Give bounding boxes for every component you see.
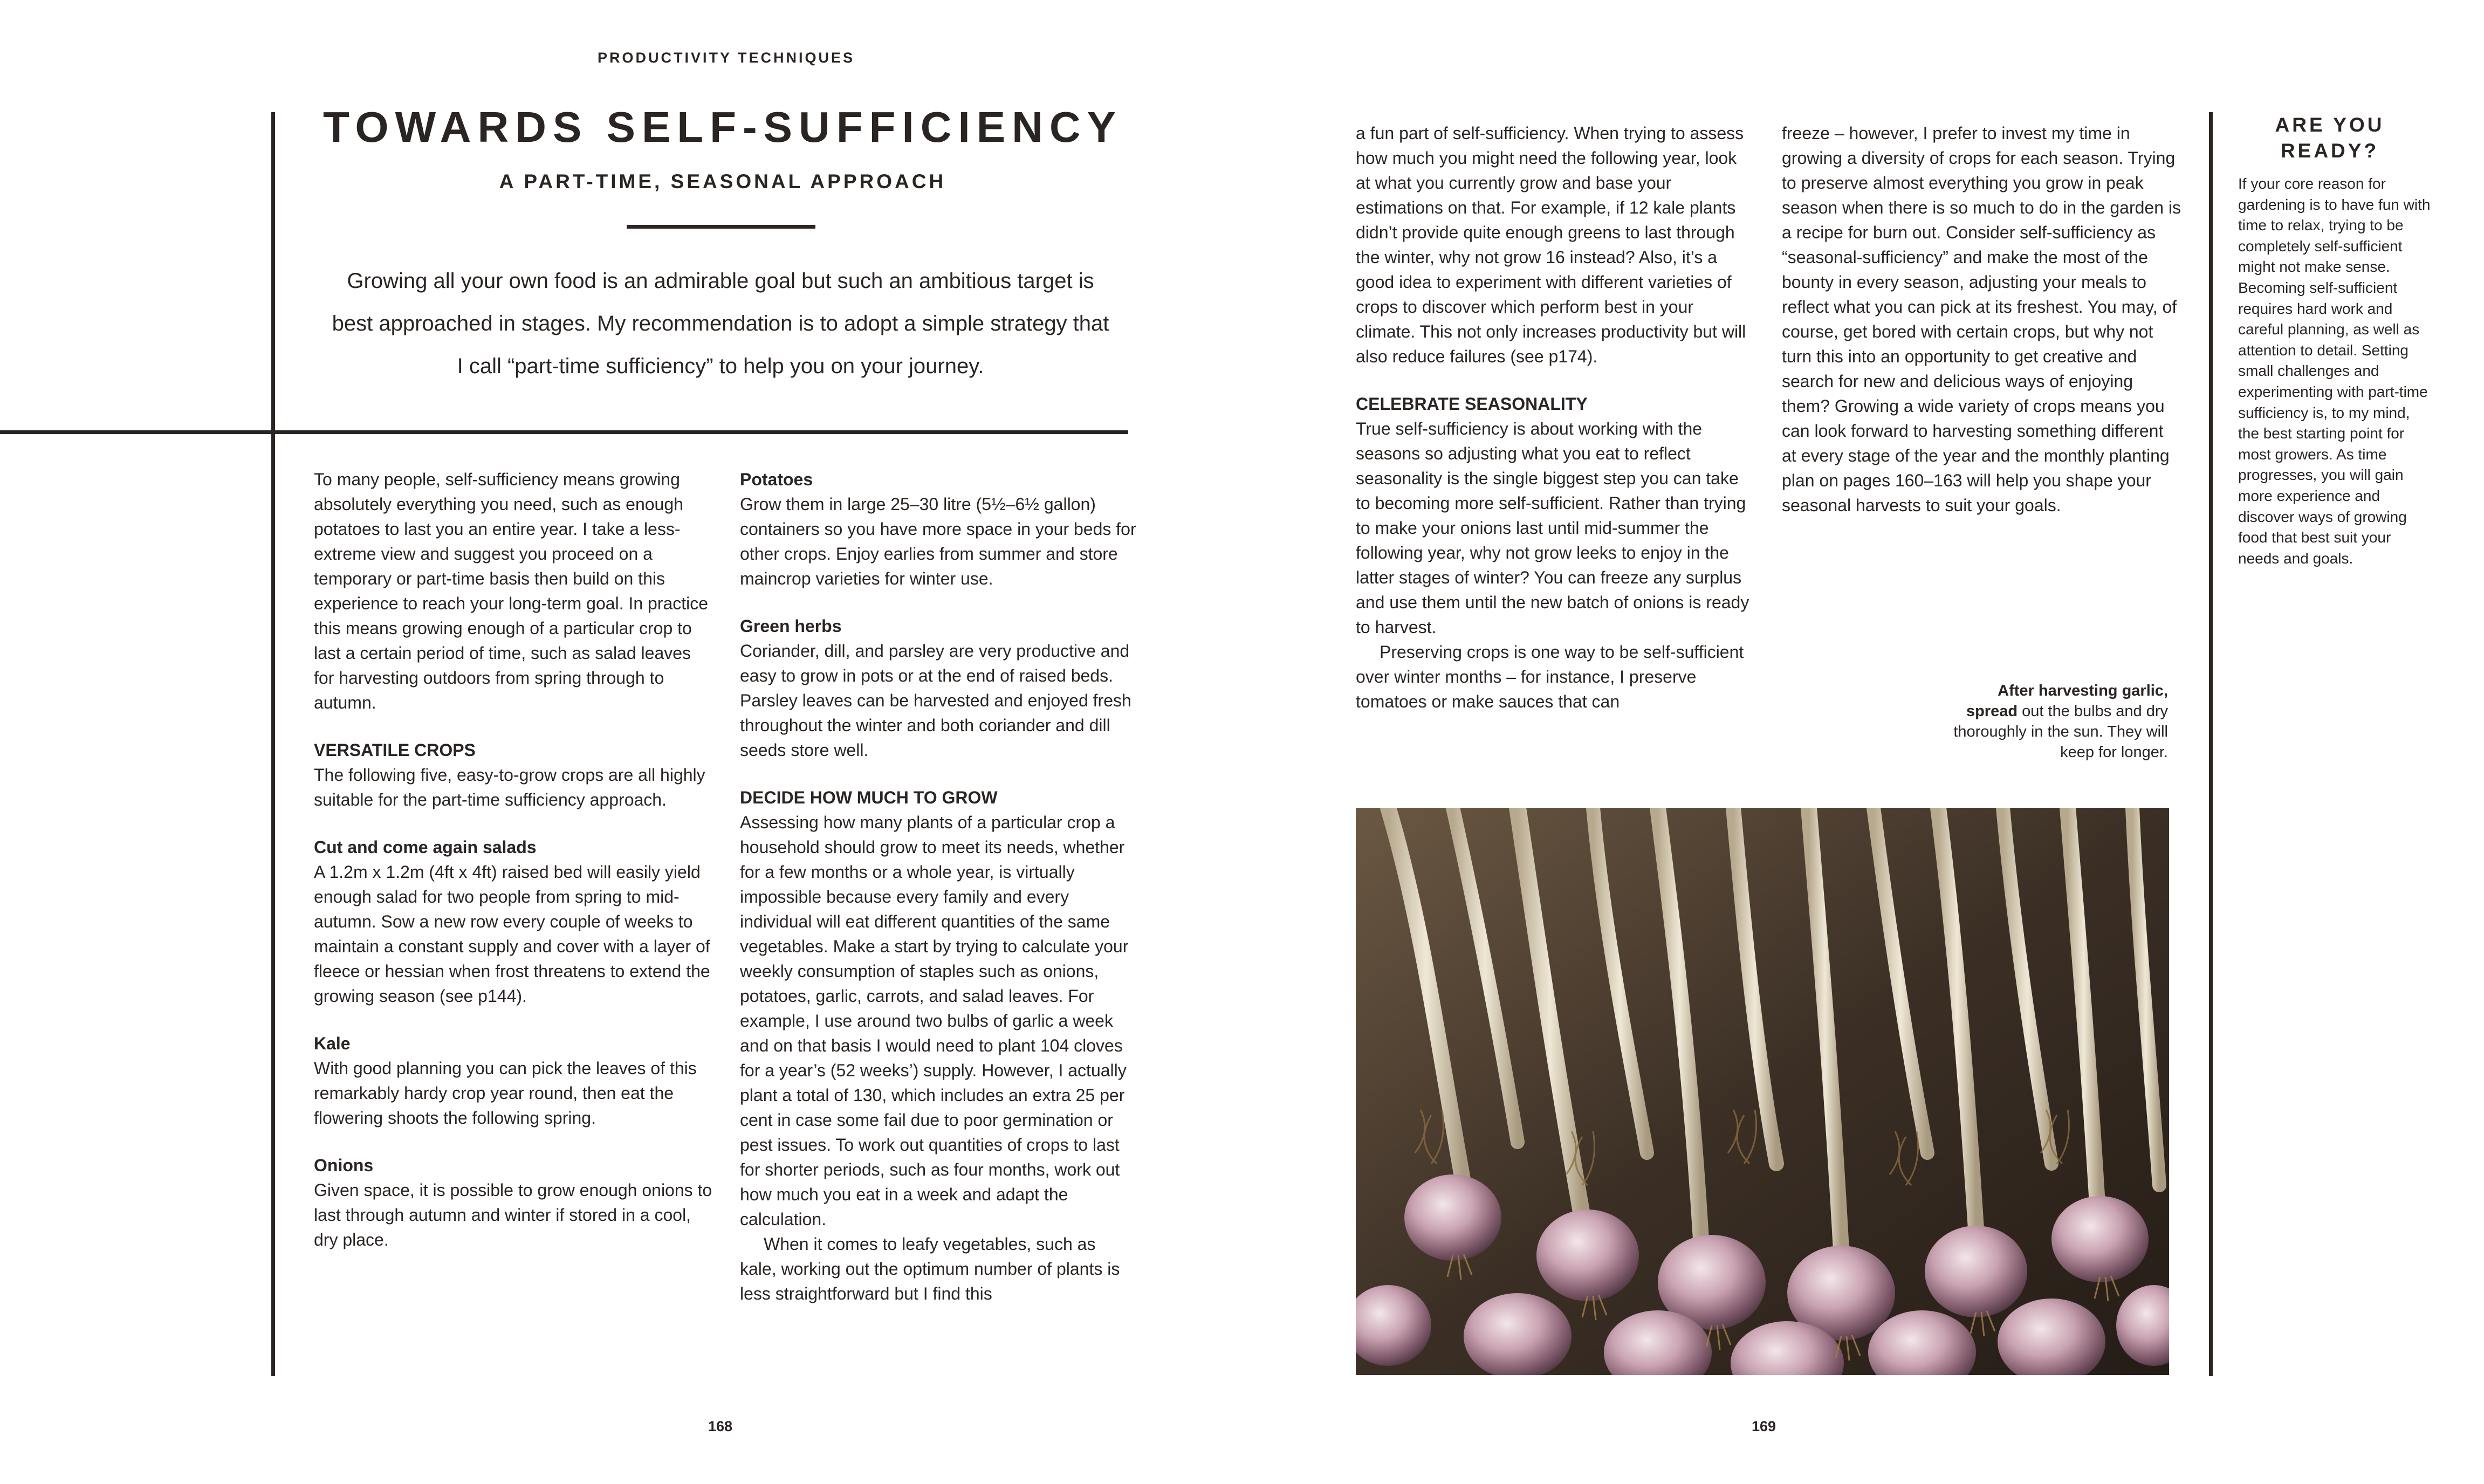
intro-paragraph — [305, 260, 1136, 388]
page-number-left: 168 — [708, 1418, 733, 1434]
sidebar-vertical-rule — [2209, 112, 2213, 1376]
subheading-onions: Onions — [314, 1156, 374, 1175]
body-paragraph: Coriander, dill, and parsley are very productive and easy to grow in pots or at the end of raised beds. Parsley leaves can be harvested and enjoyed fresh throughout the winter and both coriander and dill seeds store well. — [740, 641, 1131, 760]
photo-caption — [1920, 681, 2168, 762]
subheading-kale: Kale — [314, 1034, 351, 1053]
body-paragraph: The following five, easy-to-grow crops are all highly suitable for the part-time sufficiency approach. — [314, 765, 705, 809]
title-divider — [627, 225, 815, 229]
body-paragraph: When it comes to leafy vegetables, such as kale, working out the optimum number of plants is less straightforward but I find this — [740, 1234, 1120, 1303]
caption-bold: After harvesting garlic, — [1998, 682, 2168, 699]
caption-text: out the bulbs and dry thoroughly in the sun. They will keep for longer. — [1953, 703, 2168, 761]
body-paragraph: A 1.2m x 1.2m (4ft x 4ft) raised bed will easily yield enough salad for two people from spring to mid-autumn. Sow a new row every couple of weeks to maintain a constant supply and cover with a layer of fleece or hessian when frost threatens to extend the growing season (see p144). — [314, 862, 710, 1006]
page-subtitle: A PART-TIME, SEASONAL APPROACH — [499, 170, 946, 193]
sidebar-body: If your core reason for gardening is to have fun with time to relax, trying to be completely self-sufficient might not make sense. Becoming self-sufficient requires hard work and careful planning, as well as attention to detail. Setting small challenges and experimenting with part-time sufficiency is, to my mind, the best starting point for most growers. As time progresses, you will gain more experience and discover ways of growing food that best suit your needs and goals. — [2238, 175, 2431, 567]
section-heading-decide: DECIDE HOW MUCH TO GROW — [740, 788, 998, 807]
garlic-photo-illustration — [1356, 808, 2169, 1375]
body-column-1 — [314, 467, 713, 1252]
body-paragraph: With good planning you can pick the leaves of this remarkably hardy crop year round, then eat the flowering shoots the following spring. — [314, 1059, 697, 1128]
sidebar-title — [2227, 112, 2432, 164]
page-number-right: 169 — [1752, 1418, 1776, 1434]
body-paragraph: freeze – however, I prefer to invest my time in growing a diversity of crops for each season. Trying to preserve almost everything you grow in peak season when there is so much to do in the garden is a recipe for burn out. Consider self-sufficiency as “seasonal-sufficiency” and make the most of the bounty in every season, adjusting your meals to reflect what you can pick at its freshest. You may, of course, get bored with certain crops, but why not turn this into an opportunity to get creative and search for new and delicious ways of enjoying them? Growing a wide variety of crops means you can look forward to harvesting something different at every stage of the year and the monthly planting plan on pages 160–163 will help you shape your seasonal harvests to suit your goals. — [1782, 123, 2181, 515]
section-heading-seasonality: CELEBRATE SEASONALITY — [1356, 394, 1588, 414]
body-paragraph: Grow them in large 25–30 litre (5½–6½ gallon) containers so you have more space in your beds for other crops. Enjoy earlies from summer and store maincrop varieties for winter use. — [740, 494, 1136, 588]
subheading-potatoes: Potatoes — [740, 470, 813, 489]
body-paragraph: Given space, it is possible to grow enough onions to last through autumn and winter if stored in a cool, dry place. — [314, 1180, 712, 1249]
body-column-4 — [1782, 121, 2181, 518]
body-paragraph: True self-sufficiency is about working with the seasons so adjusting what you eat to reflect seasonality is the single biggest step you can take to becoming more self-sufficient. Rather than trying to make your onions last until mid-summer the following year, why not grow leeks to enjoy in the latter stages of winter? You can freeze any surplus and use them until the new batch of onions is ready to harvest. — [1356, 419, 1749, 637]
left-horizontal-rule — [0, 430, 1128, 434]
body-column-2 — [740, 467, 1136, 1306]
body-paragraph: Assessing how many plants of a particular crop a household should grow to meet its needs, whether for a few months or a whole year, is virtually impossible because every family and every individual will eat different quantities of the same vegetables. Make a start by trying to calculate your weekly consumption of staples such as onions, potatoes, garlic, carrots, and salad leaves. For example, I use around two bulbs of garlic a week and on that basis I would need to plant 104 cloves for a year’s (52 weeks’) supply. However, I actually plant a total of 130, which includes an extra 25 per cent in case some fail due to poor germination or pest issues. To work out quantities of crops to last for shorter periods, such as four months, work out how much you eat in a week and adapt the calculation. — [740, 813, 1129, 1229]
subheading-salads: Cut and come again salads — [314, 837, 537, 857]
section-heading-versatile-crops: VERSATILE CROPS — [314, 740, 476, 760]
body-paragraph: To many people, self-sufficiency means growing absolutely everything you need, such as enough potatoes to last you an entire year. I take a less-extreme view and suggest you proceed on a temporary or part-time basis then build on this experience to reach your long-term goal. In practice this means growing enough of a particular crop to last a certain period of time, such as salad leaves for harvesting outdoors from spring through to autumn. — [314, 470, 709, 712]
running-head: PRODUCTIVITY TECHNIQUES — [598, 50, 855, 66]
intro-line: best approached in stages. My recommendation is to adopt a simple strategy that — [332, 312, 1109, 335]
intro-line: Growing all your own food is an admirable goal but such an ambitious target is — [347, 269, 1094, 293]
sidebar-title-line: ARE YOU — [2275, 114, 2385, 136]
caption-bold: spread — [1966, 703, 2018, 720]
left-vertical-rule — [271, 112, 275, 1376]
body-column-3 — [1356, 121, 1755, 714]
intro-line: I call “part-time sufficiency” to help you on your journey. — [457, 354, 984, 378]
page-title: TOWARDS SELF-SUFFICIENCY — [322, 103, 1123, 151]
sidebar-title-line: READY? — [2280, 140, 2379, 162]
subheading-green-herbs: Green herbs — [740, 616, 842, 636]
body-paragraph: a fun part of self-sufficiency. When trying to assess how much you might need the following year, look at what you currently grow and base your estimations on that. For example, if 12 kale plants didn’t provide quite enough greens to last through the winter, why not grow 16 instead? Also, it’s a good idea to experiment with different varieties of crops to discover which perform best in your climate. This not only increases productivity but will also reduce failures (see p174). — [1356, 123, 1746, 366]
garlic-photo — [1356, 808, 2169, 1375]
body-paragraph: Preserving crops is one way to be self-sufficient over winter months – for instance, I preserve tomatoes or make sauces that can — [1356, 642, 1744, 711]
